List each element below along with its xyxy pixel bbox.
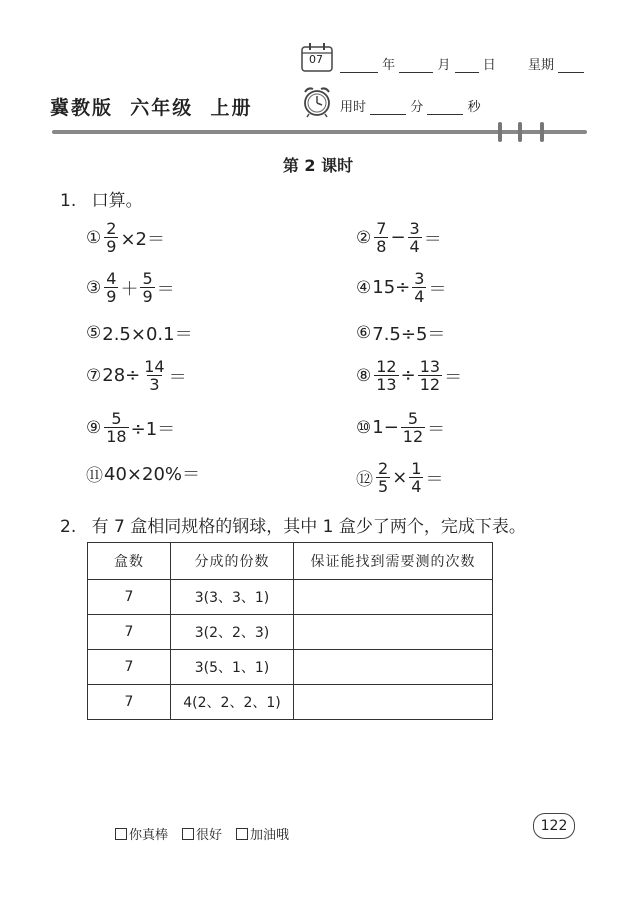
rating-option[interactable]: 加油哦 bbox=[236, 824, 289, 843]
denominator: 4 bbox=[411, 477, 422, 496]
numerator: 3 bbox=[414, 269, 425, 288]
expression-text: 7.5÷5＝ bbox=[372, 324, 446, 345]
fraction bbox=[408, 220, 422, 255]
math-problem bbox=[86, 460, 200, 486]
numerator: 5 bbox=[407, 409, 419, 428]
math-problem bbox=[356, 460, 443, 495]
date-line bbox=[340, 54, 584, 73]
math-problem bbox=[86, 270, 175, 305]
self-evaluation bbox=[115, 824, 289, 843]
problem-index: ① bbox=[86, 227, 102, 248]
fraction bbox=[418, 358, 442, 393]
answer-cell[interactable] bbox=[294, 615, 493, 650]
numerator: 4 bbox=[106, 269, 117, 288]
table-row bbox=[88, 650, 493, 685]
problem-index: ⑨ bbox=[86, 417, 102, 438]
rating-option[interactable]: 很好 bbox=[182, 824, 222, 843]
question-1-number: 1. bbox=[60, 191, 77, 211]
math-problem bbox=[356, 358, 462, 393]
expression-text: × bbox=[392, 467, 408, 488]
time-sec-label: 秒 bbox=[467, 100, 481, 115]
table-cell: 7 bbox=[88, 615, 171, 650]
fraction bbox=[409, 460, 423, 495]
denominator: 9 bbox=[106, 287, 117, 306]
question-2-heading bbox=[60, 512, 526, 537]
date-day-label: 日 bbox=[482, 58, 496, 73]
denominator: 4 bbox=[414, 287, 425, 306]
fraction bbox=[412, 270, 426, 305]
page-number: 122 bbox=[533, 813, 575, 839]
problem-index: ② bbox=[356, 227, 372, 248]
table-header-row bbox=[88, 543, 493, 580]
fraction bbox=[374, 220, 388, 255]
checkbox[interactable] bbox=[182, 828, 194, 840]
math-problem bbox=[86, 220, 165, 255]
table-cell: 3(5、1、1) bbox=[171, 650, 294, 685]
numerator: 5 bbox=[142, 269, 153, 288]
denominator: 12 bbox=[402, 427, 424, 446]
answer-cell[interactable] bbox=[294, 580, 493, 615]
table-row bbox=[88, 685, 493, 720]
expression-text: ×2＝ bbox=[120, 228, 165, 250]
binder-rings bbox=[494, 122, 554, 146]
math-problem bbox=[356, 410, 445, 445]
denominator: 13 bbox=[376, 375, 397, 394]
expression-text: 40×20%＝ bbox=[104, 464, 200, 485]
problem-index: ⑦ bbox=[86, 365, 102, 386]
time-line bbox=[340, 96, 481, 115]
table-cell: 7 bbox=[88, 580, 171, 615]
expression-text: ＋ bbox=[120, 278, 139, 300]
date-weekday-label: 星期 bbox=[528, 58, 555, 73]
table-cell: 7 bbox=[88, 650, 171, 685]
fraction bbox=[104, 220, 118, 255]
problem-index: ④ bbox=[356, 277, 372, 298]
fraction bbox=[140, 270, 154, 305]
math-problem bbox=[86, 410, 175, 445]
calendar-icon bbox=[301, 42, 333, 72]
time-used-label: 用时 bbox=[340, 100, 367, 115]
date-month-label: 月 bbox=[437, 58, 451, 73]
fraction bbox=[376, 460, 390, 495]
denominator: 9 bbox=[106, 237, 117, 256]
question-1-heading bbox=[60, 186, 143, 211]
steel-ball-table bbox=[87, 542, 493, 720]
question-1-text: 口算。 bbox=[91, 191, 143, 211]
math-problem bbox=[86, 320, 193, 346]
problem-index: ⑧ bbox=[356, 365, 372, 386]
denominator: 4 bbox=[409, 237, 420, 256]
problem-index: ⑫ bbox=[356, 470, 373, 490]
table-cell: 3(3、3、1) bbox=[171, 580, 294, 615]
math-problem bbox=[356, 320, 445, 346]
expression-text: ＝ bbox=[423, 228, 442, 250]
fraction bbox=[374, 358, 398, 393]
numerator: 7 bbox=[376, 219, 387, 238]
question-2-text: 有 7 盒相同规格的钢球，其中 1 盒少了两个，完成下表。 bbox=[91, 517, 526, 537]
expression-text: ＝ bbox=[428, 278, 447, 300]
math-problem bbox=[356, 270, 446, 305]
numerator: 2 bbox=[378, 459, 389, 478]
denominator: 3 bbox=[149, 375, 160, 394]
denominator: 12 bbox=[419, 375, 441, 394]
denominator: 18 bbox=[106, 427, 127, 446]
expression-text: 1− bbox=[372, 417, 399, 438]
table-row bbox=[88, 580, 493, 615]
numerator: 12 bbox=[376, 357, 397, 376]
header-weighings: 保证能找到需要测的次数 bbox=[294, 543, 493, 580]
expression-text: ＝ bbox=[427, 418, 446, 440]
problem-index: ⑩ bbox=[356, 417, 372, 438]
numerator: 2 bbox=[106, 219, 117, 238]
denominator: 9 bbox=[142, 287, 153, 306]
lesson-title: 第 2 课时 bbox=[282, 156, 354, 175]
table-cell: 7 bbox=[88, 685, 171, 720]
expression-text: 2.5×0.1＝ bbox=[102, 324, 193, 345]
expression-text: 28÷ bbox=[102, 365, 141, 386]
rating-option[interactable]: 你真棒 bbox=[115, 824, 168, 843]
date-year-label: 年 bbox=[382, 58, 396, 73]
checkbox[interactable] bbox=[236, 828, 248, 840]
expression-text: ÷1＝ bbox=[130, 418, 176, 440]
expression-text: − bbox=[390, 227, 406, 248]
header-boxes: 盒数 bbox=[88, 543, 171, 580]
table-cell: 4(2、2、2、1) bbox=[171, 685, 294, 720]
question-2-number: 2. bbox=[60, 517, 77, 537]
expression-text: 15÷ bbox=[372, 277, 411, 298]
expression-text: ÷ bbox=[400, 365, 416, 386]
fraction bbox=[104, 410, 128, 445]
table-cell: 3(2、2、3) bbox=[171, 615, 294, 650]
math-problem bbox=[356, 220, 442, 255]
problem-index: ③ bbox=[86, 277, 102, 298]
answer-cell[interactable] bbox=[294, 685, 493, 720]
problem-index: ⑤ bbox=[86, 323, 102, 343]
table-row bbox=[88, 615, 493, 650]
alarm-clock-icon bbox=[300, 84, 334, 118]
time-min-label: 分 bbox=[410, 100, 424, 115]
problem-index: ⑥ bbox=[356, 323, 372, 343]
numerator: 3 bbox=[409, 219, 420, 238]
fraction bbox=[104, 270, 118, 305]
denominator: 5 bbox=[378, 477, 389, 496]
expression-text: ＝ bbox=[168, 366, 187, 388]
numerator: 1 bbox=[411, 459, 422, 478]
answer-cell[interactable] bbox=[294, 650, 493, 685]
header-groups: 分成的份数 bbox=[171, 543, 294, 580]
calendar-label: 07 bbox=[309, 53, 323, 66]
numerator: 5 bbox=[111, 409, 122, 428]
numerator: 13 bbox=[419, 357, 441, 376]
expression-text: ＝ bbox=[156, 278, 175, 300]
numerator: 14 bbox=[144, 357, 165, 376]
denominator: 8 bbox=[376, 237, 387, 256]
book-title: 冀教版 六年级 上册 bbox=[50, 97, 253, 119]
expression-text: ＝ bbox=[444, 366, 463, 388]
expression-text: ＝ bbox=[425, 468, 444, 490]
fraction bbox=[142, 358, 166, 393]
checkbox[interactable] bbox=[115, 828, 127, 840]
math-problem bbox=[86, 358, 187, 393]
fraction bbox=[401, 410, 425, 445]
problem-index: ⑪ bbox=[86, 465, 103, 486]
